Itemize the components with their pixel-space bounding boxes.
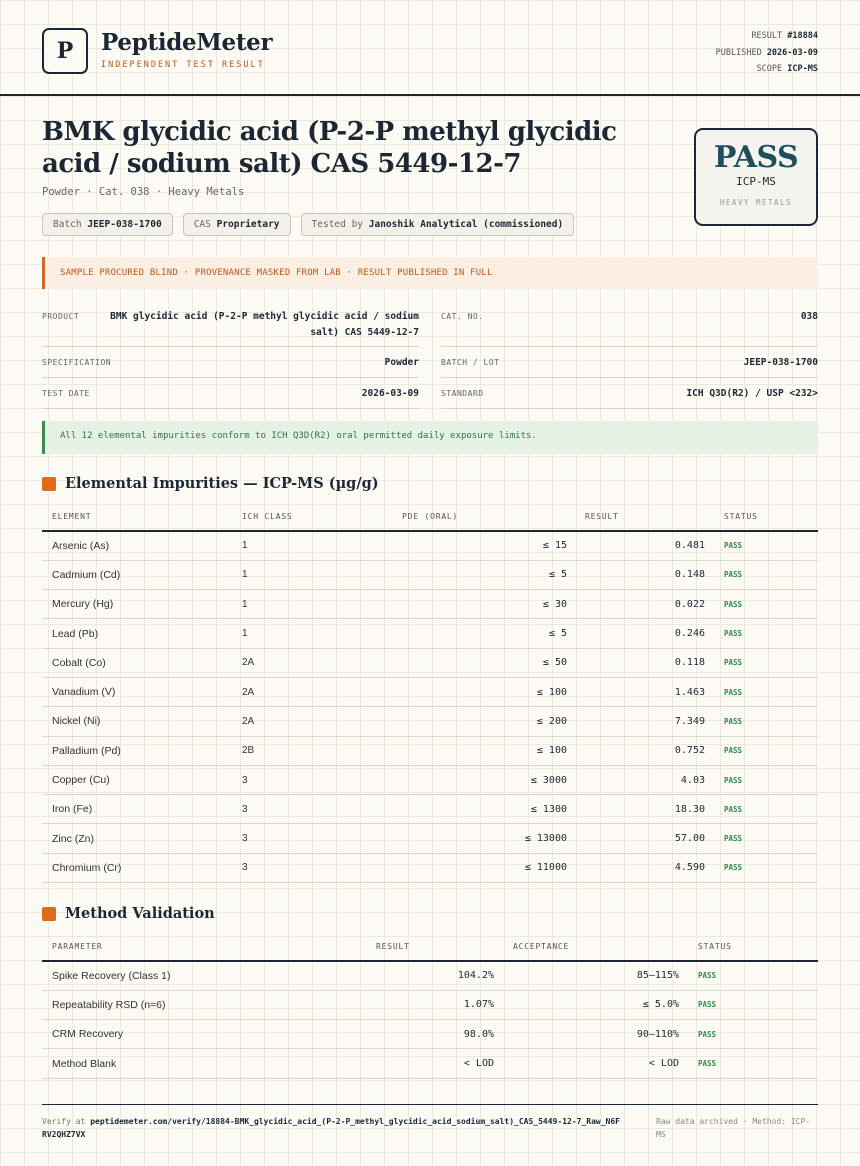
validation-table [42, 933, 818, 1079]
status-cell: PASS [705, 648, 818, 677]
info-divider [42, 346, 419, 347]
verdict-method: ICP-MS [736, 175, 776, 188]
result-cell: 0.246 [567, 619, 705, 648]
scope-value: ICP-MS [787, 64, 818, 74]
status-cell: PASS [705, 765, 818, 794]
pde-cell: ≤ 1300 [402, 795, 567, 824]
val-status-cell: PASS [679, 1020, 818, 1049]
table-row [42, 990, 818, 1019]
acceptance-cell: 85–115% [494, 961, 679, 990]
status-cell: PASS [705, 736, 818, 765]
ich-class-cell: 3 [242, 853, 402, 882]
ich-class-cell: 2A [242, 677, 402, 706]
report-header [42, 28, 818, 78]
element-cell: Chromium (Cr) [42, 853, 242, 882]
parameter-cell: Spike Recovery (Class 1) [42, 961, 342, 990]
parameter-cell: Repeatability RSD (n=6) [42, 990, 342, 1019]
status-cell: PASS [705, 590, 818, 619]
ich-class-cell: 1 [242, 619, 402, 648]
ich-class-cell: 3 [242, 795, 402, 824]
status-cell: PASS [705, 619, 818, 648]
cas-chip [183, 213, 291, 236]
status-cell: PASS [705, 795, 818, 824]
col-ich-class: ICH CLASS [242, 503, 402, 531]
impurities-header-row [42, 503, 818, 531]
pde-cell: ≤ 15 [402, 531, 567, 560]
ich-class-cell: 1 [242, 590, 402, 619]
pde-cell: ≤ 13000 [402, 824, 567, 853]
element-cell: Copper (Cu) [42, 765, 242, 794]
table-row [42, 560, 818, 589]
section-marker-icon [42, 907, 56, 921]
table-row [42, 531, 818, 560]
result-number: #18884 [787, 31, 818, 41]
product-chips [42, 213, 574, 236]
val-result-cell: 104.2% [342, 961, 494, 990]
logo-icon: P [42, 28, 88, 74]
val-result-cell: 1.07% [342, 990, 494, 1019]
table-row [42, 1020, 818, 1049]
col-result: RESULT [567, 503, 705, 531]
table-row [42, 590, 818, 619]
col-element: ELEMENT [42, 503, 242, 531]
scope-label: SCOPE [756, 64, 783, 74]
impurities-table [42, 503, 818, 883]
result-cell: 0.752 [567, 736, 705, 765]
pde-cell: ≤ 50 [402, 648, 567, 677]
acceptance-cell: < LOD [494, 1049, 679, 1078]
table-row [42, 736, 818, 765]
val-status-cell: PASS [679, 990, 818, 1019]
status-cell: PASS [705, 853, 818, 882]
table-row [42, 677, 818, 706]
pde-cell: ≤ 100 [402, 736, 567, 765]
result-cell: 18.30 [567, 795, 705, 824]
ich-class-cell: 3 [242, 824, 402, 853]
val-status-cell: PASS [679, 961, 818, 990]
test-date-label: TEST DATE [42, 389, 90, 398]
section-marker-icon [42, 477, 56, 491]
val-status-cell: PASS [679, 1049, 818, 1078]
info-divider [441, 346, 818, 347]
col-acceptance: ACCEPTANCE [494, 933, 679, 961]
batch-chip-value: JEEP-038-1700 [87, 219, 162, 230]
table-row [42, 853, 818, 882]
ich-class-cell: 1 [242, 531, 402, 560]
ich-class-cell: 3 [242, 765, 402, 794]
element-cell: Arsenic (As) [42, 531, 242, 560]
validation-heading [42, 905, 215, 922]
cas-chip-label: CAS [193, 219, 211, 230]
table-row [42, 765, 818, 794]
batch-chip-label: Batch [53, 219, 82, 230]
col-parameter: PARAMETER [42, 933, 342, 961]
col-val-result: RESULT [342, 933, 494, 961]
element-cell: Iron (Fe) [42, 795, 242, 824]
result-cell: 7.349 [567, 707, 705, 736]
result-cell: 4.590 [567, 853, 705, 882]
pde-cell: ≤ 200 [402, 707, 567, 736]
ich-class-cell: 2A [242, 707, 402, 736]
validation-title: Method Validation [65, 905, 215, 922]
status-cell: PASS [705, 560, 818, 589]
element-cell: Mercury (Hg) [42, 590, 242, 619]
standard-value: ICH Q3D(R2) / USP <232> [686, 388, 818, 399]
batch-lot-label: BATCH / LOT [441, 358, 500, 367]
product-title: BMK glycidic acid (P-2-P methyl glycidic acid / sodium salt) CAS 5449-12-7 [42, 117, 617, 179]
tested-by-value: Janoshik Analytical (commissioned) [368, 219, 564, 230]
result-cell: 0.022 [567, 590, 705, 619]
pde-cell: ≤ 11000 [402, 853, 567, 882]
info-divider [441, 408, 818, 409]
product-value: BMK glycidic acid (P-2-P methyl glycidic acid / sodium salt) CAS 5449-12-7 [110, 311, 419, 338]
ich-class-cell: 1 [242, 560, 402, 589]
element-cell: Lead (Pb) [42, 619, 242, 648]
product-subtitle: Powder · Cat. 038 · Heavy Metals [42, 186, 245, 198]
batch-chip [42, 213, 173, 236]
pde-cell: ≤ 100 [402, 677, 567, 706]
result-label: RESULT [751, 31, 783, 41]
info-divider [42, 408, 419, 409]
table-row [42, 824, 818, 853]
status-cell: PASS [705, 824, 818, 853]
table-row [42, 707, 818, 736]
parameter-cell: CRM Recovery [42, 1020, 342, 1049]
element-cell: Cadmium (Cd) [42, 560, 242, 589]
element-cell: Vanadium (V) [42, 677, 242, 706]
info-divider [441, 377, 818, 378]
conformance-banner: All 12 elemental impurities conform to ICH Q3D(R2) oral permitted daily exposure limits. [42, 421, 818, 454]
element-cell: Cobalt (Co) [42, 648, 242, 677]
result-cell: 57.00 [567, 824, 705, 853]
table-row [42, 648, 818, 677]
status-cell: PASS [705, 531, 818, 560]
impurities-title: Elemental Impurities — ICP-MS (µg/g) [65, 475, 379, 492]
published-date: 2026-03-09 [766, 47, 818, 58]
catno-value: 038 [800, 311, 818, 322]
spec-value: Powder [384, 357, 419, 368]
verdict-panel: HEAVY METALS [719, 198, 793, 207]
verdict-text: PASS [713, 140, 799, 175]
pde-cell: ≤ 5 [402, 560, 567, 589]
result-cell: 4.03 [567, 765, 705, 794]
verify-label: Verify at [42, 1117, 86, 1126]
pde-cell: ≤ 5 [402, 619, 567, 648]
element-cell: Nickel (Ni) [42, 707, 242, 736]
info-divider [42, 377, 419, 378]
procurement-notice: SAMPLE PROCURED BLIND · PROVENANCE MASKED FROM LAB · RESULT PUBLISHED IN FULL [42, 257, 818, 289]
cas-chip-value: Proprietary [216, 219, 280, 230]
acceptance-cell: ≤ 5.0% [494, 990, 679, 1019]
catno-label: CAT. NO. [441, 312, 484, 321]
element-cell: Zinc (Zn) [42, 824, 242, 853]
table-row [42, 1049, 818, 1078]
brand-tagline: INDEPENDENT TEST RESULT [101, 60, 265, 70]
report-footer [42, 1104, 818, 1154]
pde-cell: ≤ 3000 [402, 765, 567, 794]
verify-text [42, 1115, 622, 1141]
result-cell: 1.463 [567, 677, 705, 706]
tested-by-chip [301, 213, 575, 236]
table-row [42, 619, 818, 648]
col-pde: PDE (ORAL) [402, 503, 567, 531]
status-cell: PASS [705, 677, 818, 706]
val-result-cell: 98.0% [342, 1020, 494, 1049]
brand-name: PeptideMeter [101, 29, 273, 56]
validation-header-row [42, 933, 818, 961]
ich-class-cell: 2B [242, 736, 402, 765]
product-label: PRODUCT [42, 312, 80, 321]
result-cell: 0.481 [567, 531, 705, 560]
archive-note: Raw data archived · Method: ICP-MS [656, 1117, 811, 1139]
header-divider [0, 94, 860, 96]
element-cell: Palladium (Pd) [42, 736, 242, 765]
table-row [42, 961, 818, 990]
status-cell: PASS [705, 707, 818, 736]
ich-class-cell: 2A [242, 648, 402, 677]
pde-cell: ≤ 30 [402, 590, 567, 619]
impurities-heading [42, 475, 379, 492]
verdict-badge [694, 128, 818, 226]
table-row [42, 795, 818, 824]
spec-label: SPECIFICATION [42, 358, 112, 367]
standard-label: STANDARD [441, 389, 484, 398]
col-status: STATUS [705, 503, 818, 531]
col-val-status: STATUS [679, 933, 818, 961]
acceptance-cell: 90–110% [494, 1020, 679, 1049]
published-label: PUBLISHED [715, 47, 762, 58]
val-result-cell: < LOD [342, 1049, 494, 1078]
result-cell: 0.148 [567, 560, 705, 589]
parameter-cell: Method Blank [42, 1049, 342, 1078]
test-date-value: 2026-03-09 [361, 388, 419, 399]
verify-link[interactable]: peptidemeter.com/verify/18884-BMK_glycidic_acid_(P-2-P_methyl_glycidic_acid_sodium_salt)_CAS_5449-12-7_Raw_N6FRV2QHZ7VX [42, 1117, 620, 1139]
tested-by-label: Tested by [311, 219, 364, 230]
result-cell: 0.118 [567, 648, 705, 677]
batch-lot-value: JEEP-038-1700 [743, 357, 818, 368]
result-meta [716, 28, 818, 78]
